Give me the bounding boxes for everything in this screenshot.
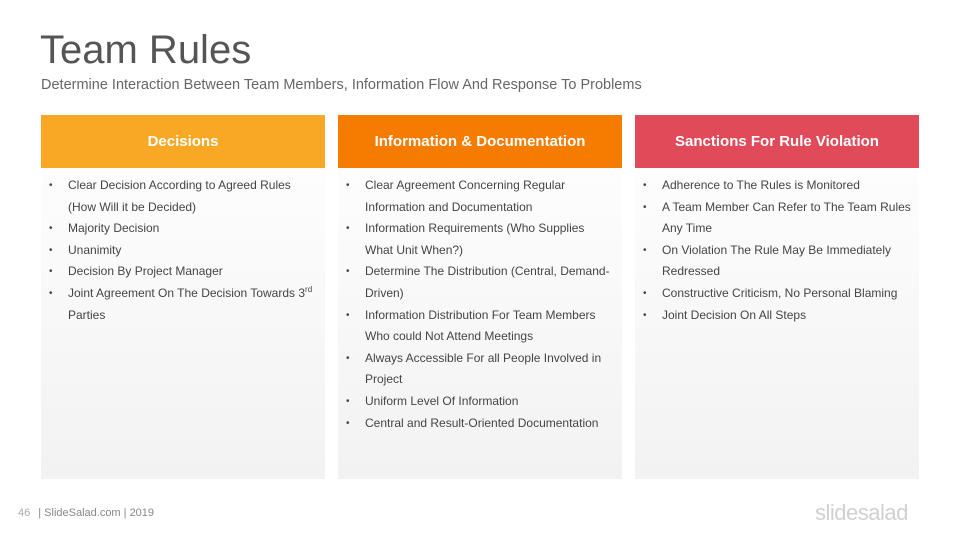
column-header-information-documentation: Information & Documentation (338, 115, 622, 168)
page-subtitle: Determine Interaction Between Team Members, Information Flow And Response To Problems (41, 77, 642, 93)
list-item-text: Constructive Criticism, No Personal Blaming (662, 285, 898, 300)
bullet-icon: • (346, 395, 350, 407)
bullet-icon: • (346, 223, 350, 235)
bullet-icon: • (643, 180, 647, 191)
bullet-icon: • (643, 287, 647, 299)
bullet-icon: • (346, 352, 350, 364)
bullet-icon: • (49, 244, 53, 256)
list-item-text: Central and Result-Oriented Documentation (365, 415, 599, 430)
list-item-text: Decision By Project Manager (68, 264, 223, 279)
column-header-sanctions: Sanctions For Rule Violation (635, 115, 919, 168)
list-item-text: Information Distribution For Team Members Who could Not Attend Meetings (365, 307, 596, 344)
list-item-text: Majority Decision (68, 221, 160, 236)
list-item (643, 305, 911, 327)
bullet-icon: • (346, 180, 350, 191)
list-item (346, 348, 614, 391)
column-list-information-documentation (338, 168, 622, 434)
list-item-text: Clear Agreement Concerning Regular Information and Documentation (365, 178, 566, 214)
column-list-decisions (41, 168, 325, 326)
list-item (346, 305, 614, 348)
list-item-text: Joint Decision On All Steps (662, 307, 807, 322)
list-item-text: Uniform Level Of Information (365, 393, 519, 408)
column-information-documentation (338, 115, 622, 479)
bullet-icon: • (49, 180, 53, 191)
page-title: Team Rules (40, 28, 252, 72)
list-item (49, 261, 317, 283)
list-item-text: Information Requirements (Who Supplies What Unit When?) (365, 221, 585, 257)
page-number: 46 (18, 507, 31, 519)
bullet-icon: • (49, 266, 53, 278)
bullet-icon: • (346, 309, 350, 321)
list-item-text: On Violation The Rule May Be Immediately Redressed (662, 242, 892, 279)
list-item (643, 283, 911, 305)
list-item-text: Always Accessible For all People Involved in Project (365, 350, 602, 387)
footer-text: | SlideSalad.com | 2019 (38, 507, 155, 519)
list-item-text: A Team Member Can Refer to The Team Rules Any Time (662, 199, 911, 236)
list-item (49, 218, 317, 240)
slidesalad-logo: slidesalad (815, 500, 908, 525)
list-item (643, 175, 911, 197)
list-item (346, 261, 614, 304)
bullet-icon: • (643, 309, 647, 321)
bullet-icon: • (49, 223, 53, 235)
list-item (346, 391, 614, 413)
list-item (49, 240, 317, 262)
bullet-icon: • (346, 417, 350, 429)
list-item-text: Clear Decision According to Agreed Rules (How Will it be Decided) (68, 178, 291, 214)
bullet-icon: • (643, 201, 647, 213)
bullet-icon: • (346, 266, 350, 278)
bullet-icon: • (643, 244, 647, 256)
list-item (49, 175, 317, 218)
column-list-sanctions (635, 168, 919, 326)
list-item (346, 175, 614, 218)
list-item (346, 218, 614, 261)
list-item-text: Unanimity (68, 242, 122, 257)
bullet-icon: • (49, 287, 53, 299)
list-item (49, 283, 317, 326)
list-item-text: Joint Agreement On The Decision Towards 3rd Parties (68, 284, 313, 322)
footer (18, 507, 154, 519)
list-item-text: Determine The Distribution (Central, Demand-Driven) (365, 264, 610, 300)
list-item (643, 240, 911, 283)
list-item (643, 197, 911, 240)
column-sanctions (635, 115, 919, 479)
column-decisions (41, 115, 325, 479)
list-item (346, 413, 614, 435)
list-item-text: Adherence to The Rules is Monitored (662, 178, 860, 192)
column-header-decisions: Decisions (41, 115, 325, 168)
